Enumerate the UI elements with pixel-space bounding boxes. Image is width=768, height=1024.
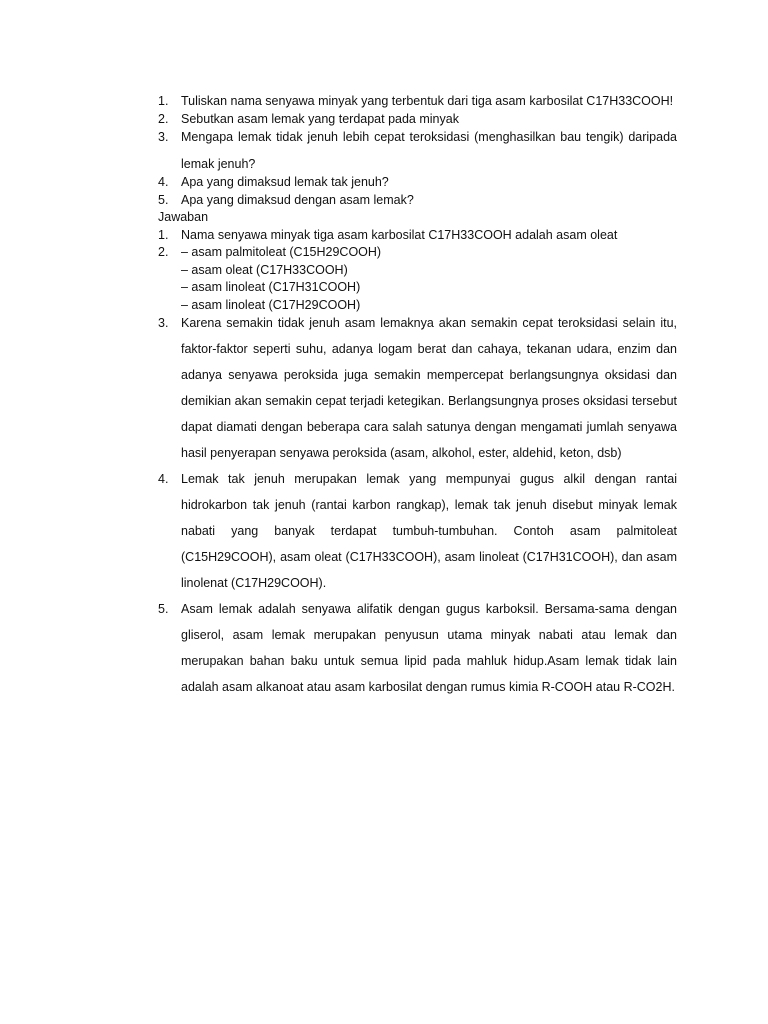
document-content [158, 93, 677, 700]
answers-heading: Jawaban [158, 210, 209, 224]
answer-item [158, 466, 677, 596]
answer-number: 2. [158, 245, 169, 259]
question-text: Mengapa lemak tidak jenuh lebih cepat teroksidasi (menghasilkan bau tengik) daripada lemak jenuh? [181, 130, 677, 171]
answer-sub-line: – asam linoleat (C17H29COOH) [181, 297, 361, 312]
question-item [158, 192, 677, 210]
answer-item [158, 310, 677, 466]
answer-text: Asam lemak adalah senyawa alifatik dengan gugus karboksil. Bersama-sama dengan gliserol, asam lemak merupakan penyusun utama minyak nabati atau lemak dan merupakan bahan baku untuk semua lipid pada mahluk hidup.Asam lemak tidak lain adalah asam alkanoat atau asam karbosilat dengan rumus kimia R-COOH atau R-CO2H. [181, 602, 677, 694]
answer-text: Lemak tak jenuh merupakan lemak yang mempunyai gugus alkil dengan rantai hidrokarbon tak jenuh (rantai karbon rangkap), lemak tak jenuh disebut minyak lemak nabati yang banyak terdapat tumbuh-tumbuhan. Contoh asam palmitoleat (C15H29COOH), asam oleat (C17H33COOH), asam linoleat (C17H31COOH), dan asam linolenat (C17H29COOH). [181, 472, 677, 590]
question-number: 5. [158, 192, 169, 207]
question-list [158, 93, 677, 209]
answer-number: 5. [158, 602, 169, 616]
question-text: Apa yang dimaksud dengan asam lemak? [181, 192, 414, 207]
question-text: Sebutkan asam lemak yang terdapat pada minyak [181, 111, 459, 126]
question-item [158, 174, 677, 192]
answer-sub-line: – asam oleat (C17H33COOH) [181, 262, 348, 277]
question-item [158, 124, 677, 178]
answer-number: 4. [158, 472, 169, 486]
question-text: Tuliskan nama senyawa minyak yang terbentuk dari tiga asam karbosilat C17H33COOH! [181, 94, 674, 108]
answer-number: 1. [158, 227, 169, 242]
answer-sub-line: – asam palmitoleat (C15H29COOH) [181, 245, 382, 259]
answer-number: 3. [158, 316, 169, 330]
question-item [158, 93, 677, 111]
answer-list [158, 227, 677, 701]
answer-item [158, 244, 677, 314]
question-number: 4. [158, 175, 169, 189]
question-number: 3. [158, 130, 169, 144]
answer-text: Nama senyawa minyak tiga asam karbosilat C17H33COOH adalah asam oleat [181, 227, 618, 242]
question-number: 1. [158, 94, 169, 108]
question-text: Apa yang dimaksud lemak tak jenuh? [181, 175, 389, 189]
answer-sub-line: – asam linoleat (C17H31COOH) [181, 280, 361, 294]
answer-item [158, 596, 677, 700]
answer-text: Karena semakin tidak jenuh asam lemaknya akan semakin cepat teroksidasi selain itu, faktor-faktor seperti suhu, adanya logam berat dan cahaya, tekanan udara, enzim dan adanya senyawa peroksida juga semakin mempercepat berlangsungnya oksidasi dan demikian akan semakin cepat terjadi ketegikan. Berlangsungnya proses oksidasi tersebut dapat diamati dengan beberapa cara salah satunya dengan mengamati jumlah senyawa hasil penyerapan senyawa peroksida (asam, alkohol, ester, aldehid, keton, dsb) [181, 316, 677, 460]
question-number: 2. [158, 111, 169, 126]
answer-item [158, 227, 677, 245]
